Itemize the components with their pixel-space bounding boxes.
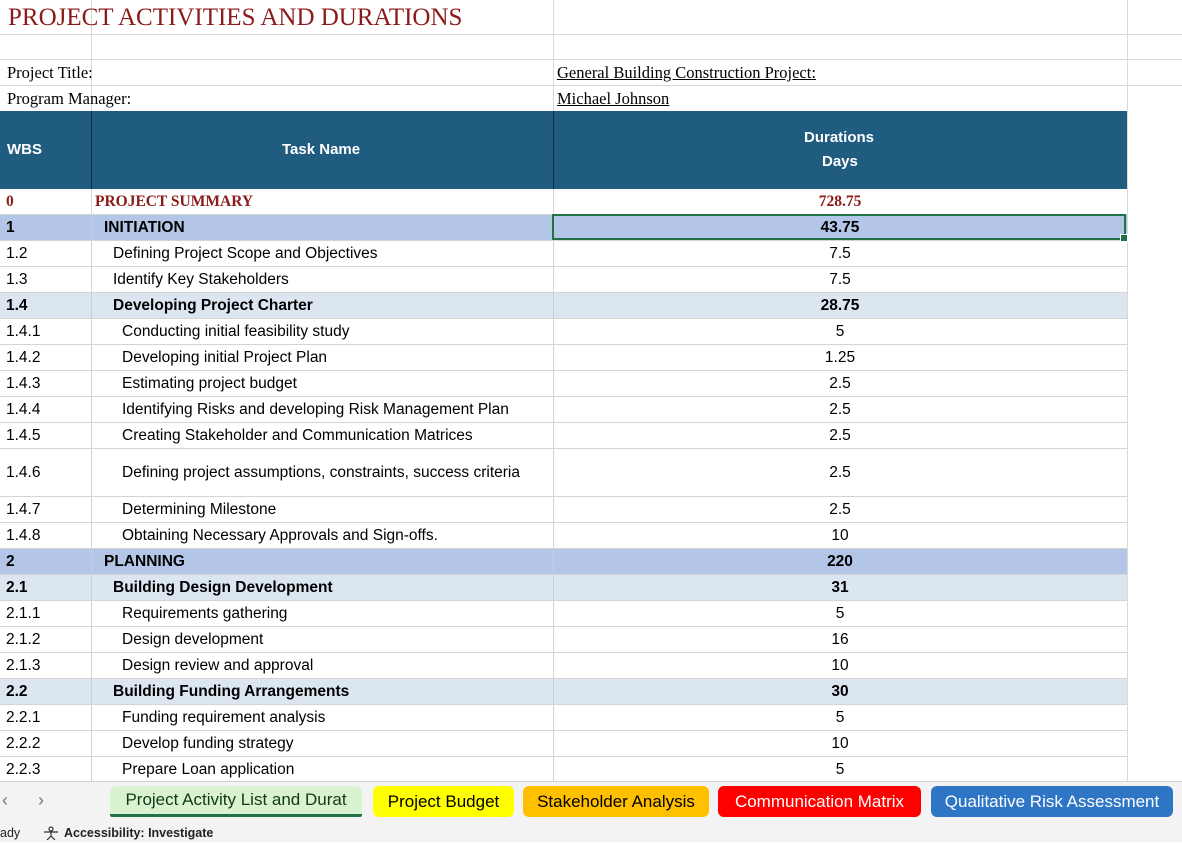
sheet-tab[interactable]: Project Activity List and Durat <box>110 786 362 817</box>
duration-cell[interactable]: 2.5 <box>829 400 851 418</box>
wbs-cell[interactable]: 1.2 <box>6 244 28 262</box>
task-name-cell[interactable]: Building Design Development <box>113 578 333 596</box>
task-name-cell[interactable]: Obtaining Necessary Approvals and Sign-offs. <box>122 526 438 544</box>
duration-cell[interactable]: 43.75 <box>820 218 860 236</box>
status-ready: ady <box>0 826 21 840</box>
table-row <box>0 731 1127 757</box>
wbs-cell[interactable]: 1.3 <box>6 270 28 288</box>
sheet-tab[interactable]: Communication Matrix <box>718 786 921 817</box>
duration-cell[interactable]: 5 <box>835 760 845 778</box>
table-row <box>0 757 1127 781</box>
wbs-cell[interactable]: 2.2 <box>6 682 28 700</box>
task-name-cell[interactable]: Conducting initial feasibility study <box>122 322 350 340</box>
program-manager-value[interactable]: Michael Johnson <box>557 89 670 108</box>
table-row <box>0 679 1127 705</box>
task-name-cell[interactable]: Defining Project Scope and Objectives <box>113 244 378 262</box>
project-title-value[interactable]: General Building Construction Project: <box>557 63 816 82</box>
sheet-tab-bar <box>0 781 1182 824</box>
wbs-cell[interactable]: 1.4.8 <box>6 526 41 544</box>
wbs-cell[interactable]: 1.4.5 <box>6 426 41 444</box>
table-row <box>0 601 1127 627</box>
wbs-cell[interactable]: 2.1.3 <box>6 656 41 674</box>
table-row <box>0 497 1127 523</box>
wbs-cell[interactable]: 1.4.4 <box>6 400 41 418</box>
wbs-cell[interactable]: 2 <box>6 552 15 570</box>
task-name-cell[interactable]: Building Funding Arrangements <box>113 682 350 700</box>
table-row <box>0 267 1127 293</box>
wbs-cell[interactable]: 1.4 <box>6 296 28 314</box>
task-name-cell[interactable]: Prepare Loan application <box>122 760 295 778</box>
table-row <box>0 189 1127 215</box>
task-name-cell[interactable]: Estimating project budget <box>122 374 297 392</box>
task-name-header[interactable]: Task Name <box>282 141 361 158</box>
table-row <box>0 319 1127 345</box>
task-name-cell[interactable]: INITIATION <box>104 218 185 236</box>
program-manager-label: Program Manager: <box>7 89 132 108</box>
task-name-cell[interactable]: Identify Key Stakeholders <box>113 270 289 288</box>
accessibility-status[interactable]: Accessibility: Investigate <box>64 826 214 840</box>
wbs-cell[interactable]: 1 <box>6 218 15 236</box>
table-header <box>0 111 1127 189</box>
wbs-cell[interactable]: 1.4.2 <box>6 348 41 366</box>
sheet-tab[interactable]: Project Budget <box>373 786 514 817</box>
task-name-cell[interactable]: Determining Milestone <box>122 500 277 518</box>
duration-cell[interactable]: 728.75 <box>818 192 862 210</box>
wbs-cell[interactable]: 1.4.6 <box>6 463 41 481</box>
sheet-title: PROJECT ACTIVITIES AND DURATIONS <box>8 4 463 31</box>
prev-sheet-icon[interactable]: ‹ <box>2 790 8 810</box>
sheet-tab[interactable]: Qualitative Risk Assessment <box>931 786 1173 817</box>
wbs-cell[interactable]: 2.2.3 <box>6 760 41 778</box>
table-row <box>0 397 1127 423</box>
table-row <box>0 293 1127 319</box>
table-row <box>0 653 1127 679</box>
task-name-cell[interactable]: Requirements gathering <box>122 604 288 622</box>
project-title-label: Project Title: <box>7 63 93 82</box>
table-row <box>0 449 1127 497</box>
table-row <box>0 345 1127 371</box>
duration-cell[interactable]: 2.5 <box>829 426 851 444</box>
task-name-cell[interactable]: Developing Project Charter <box>113 296 313 314</box>
duration-cell[interactable]: 10 <box>831 734 849 752</box>
header-divider <box>553 111 554 189</box>
wbs-header[interactable]: WBS <box>7 141 42 158</box>
table-row <box>0 549 1127 575</box>
wbs-cell[interactable]: 2.2.2 <box>6 734 41 752</box>
wbs-cell[interactable]: 0 <box>6 192 14 210</box>
task-name-cell[interactable]: Developing initial Project Plan <box>122 348 328 366</box>
next-sheet-icon[interactable]: › <box>38 790 44 810</box>
duration-cell[interactable]: 2.5 <box>829 500 851 518</box>
duration-cell[interactable]: 10 <box>831 526 849 544</box>
table-row <box>0 241 1127 267</box>
task-name-cell[interactable]: Defining project assumptions, constraints, success criteria <box>122 463 520 481</box>
table-row <box>0 423 1127 449</box>
duration-cell[interactable]: 7.5 <box>829 244 851 262</box>
table-row <box>0 523 1127 549</box>
gridline <box>553 0 554 111</box>
task-name-cell[interactable]: Identifying Risks and developing Risk Management Plan <box>122 400 509 418</box>
wbs-cell[interactable]: 2.1 <box>6 578 28 596</box>
task-name-cell[interactable]: Funding requirement analysis <box>122 708 326 726</box>
duration-cell[interactable]: 16 <box>831 630 849 648</box>
task-name-cell[interactable]: Design development <box>122 630 264 648</box>
duration-cell[interactable]: 5 <box>835 322 845 340</box>
table-row <box>0 371 1127 397</box>
duration-cell[interactable]: 2.5 <box>829 374 851 392</box>
wbs-cell[interactable]: 2.2.1 <box>6 708 41 726</box>
duration-cell[interactable]: 1.25 <box>824 348 856 366</box>
wbs-cell[interactable]: 1.4.3 <box>6 374 41 392</box>
task-name-cell[interactable]: Develop funding strategy <box>122 734 294 752</box>
wbs-cell[interactable]: 2.1.1 <box>6 604 41 622</box>
duration-cell[interactable]: 31 <box>831 578 849 596</box>
duration-cell[interactable]: 220 <box>827 552 853 570</box>
days-header[interactable]: Days <box>822 153 858 170</box>
durations-header[interactable]: Durations <box>804 129 875 146</box>
task-name-cell[interactable]: Design review and approval <box>122 656 314 674</box>
duration-cell[interactable]: 30 <box>831 682 849 700</box>
wbs-cell[interactable]: 2.1.2 <box>6 630 41 648</box>
duration-cell[interactable]: 10 <box>831 656 849 674</box>
sheet-tab[interactable]: Stakeholder Analysis <box>523 786 709 817</box>
duration-cell[interactable]: 28.75 <box>820 296 860 314</box>
task-name-cell[interactable]: PROJECT SUMMARY <box>95 192 254 210</box>
wbs-cell[interactable]: 1.4.7 <box>6 500 41 518</box>
task-name-cell[interactable]: PLANNING <box>104 552 185 570</box>
duration-cell[interactable]: 2.5 <box>829 463 851 481</box>
table-row <box>0 575 1127 601</box>
header-divider <box>91 111 92 189</box>
table-row <box>0 215 1127 241</box>
table-row <box>0 627 1127 653</box>
gridline <box>0 34 1182 35</box>
table-row <box>0 705 1127 731</box>
gridline <box>0 59 1182 60</box>
status-bar <box>0 823 1182 842</box>
gridline <box>0 85 1182 86</box>
wbs-cell[interactable]: 1.4.1 <box>6 322 41 340</box>
duration-cell[interactable]: 7.5 <box>829 270 851 288</box>
duration-cell[interactable]: 5 <box>835 708 845 726</box>
task-name-cell[interactable]: Creating Stakeholder and Communication Matrices <box>122 426 473 444</box>
accessibility-icon[interactable] <box>42 826 60 843</box>
duration-cell[interactable]: 5 <box>835 604 845 622</box>
gridline <box>1127 0 1128 781</box>
